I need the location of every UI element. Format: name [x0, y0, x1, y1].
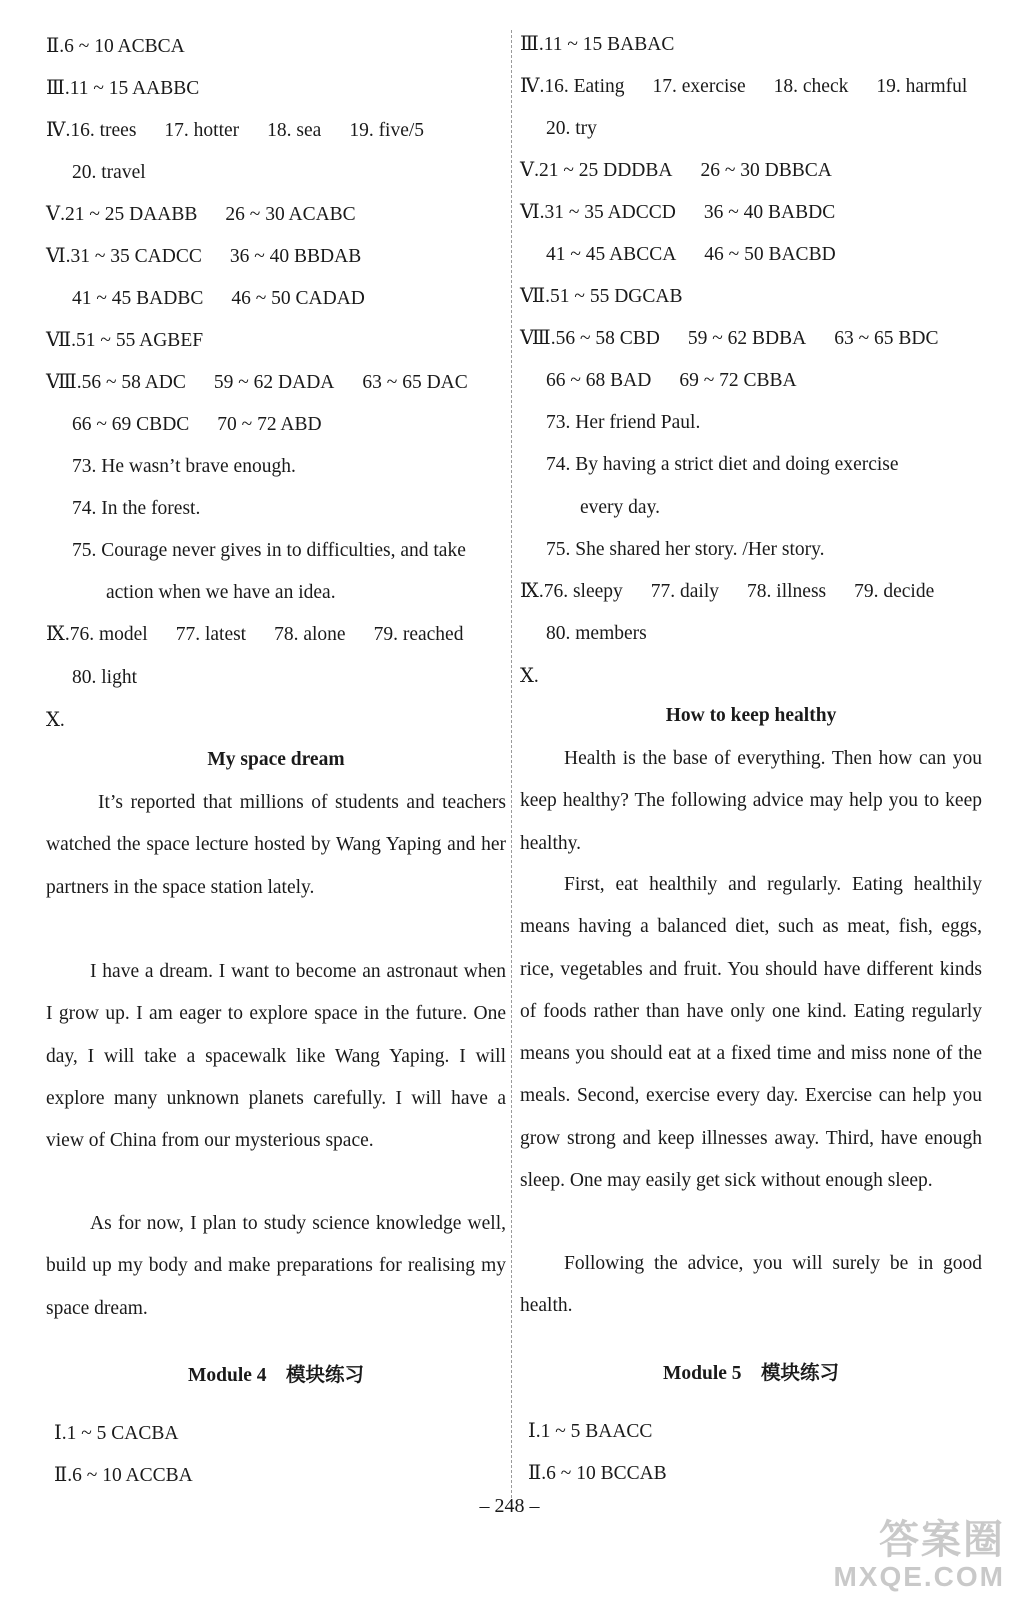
- watermark-site: MXQE.COM: [833, 1561, 1005, 1592]
- answer-line: 73. He wasn’t brave enough.: [72, 456, 296, 477]
- answer-line: 66 ~ 69 CBDC 70 ~ 72 ABD: [72, 414, 322, 435]
- answer-line: action when we have an idea.: [106, 582, 336, 603]
- answer-line: Ⅱ.6 ~ 10 ACBCA: [46, 36, 185, 57]
- answer-line: Ⅱ.6 ~ 10 ACCBA: [54, 1465, 193, 1486]
- answer-line: Ⅴ.21 ~ 25 DAABB 26 ~ 30 ACABC: [46, 204, 356, 225]
- answer-line: Ⅰ.1 ~ 5 BAACC: [528, 1421, 653, 1442]
- answer-line: Ⅲ.11 ~ 15 BABAC: [520, 34, 675, 55]
- answer-line: 74. In the forest.: [72, 498, 201, 519]
- answer-line: Ⅶ.51 ~ 55 AGBEF: [46, 330, 204, 351]
- answer-line: 41 ~ 45 ABCCA 46 ~ 50 BACBD: [546, 244, 836, 265]
- essay-paragraph: First, eat healthily and regularly. Eating healthily means having a balanced diet, such as meat, fish, eggs, rice, vegetables and fruit. You should have different kinds of foods rather than have only one kind. Eating regularly means you should eat at a fixed time and miss none of the meals. Second, exercise every day. Exercise can help you grow strong and keep illnesses away. Third, have enough sleep. One may easily get sick without enough sleep.: [520, 874, 982, 1192]
- essay-paragraph: As for now, I plan to study science knowledge well, build up my body and make preparations for realising my space dream.: [46, 1213, 506, 1319]
- answer-line: Ⅰ.1 ~ 5 CACBA: [54, 1423, 179, 1444]
- watermark-logo: 答案圈: [879, 1518, 1005, 1562]
- answer-line: 20. try: [546, 118, 597, 139]
- essay-title: My space dream: [207, 749, 345, 770]
- essay-paragraph: I have a dream. I want to become an astronaut when I grow up. I am eager to explore space in the future. One day, I will take a spacewalk like Wang Yaping. I will explore many unknown planets carefully. I will have a view of China from our mysterious space.: [46, 961, 506, 1152]
- answer-line: Ⅳ.16. Eating 17. exercise 18. check 19. harmful: [520, 76, 968, 97]
- answer-line: 73. Her friend Paul.: [546, 412, 701, 433]
- answer-line: Ⅵ.31 ~ 35 CADCC 36 ~ 40 BBDAB: [46, 246, 362, 267]
- answer-line: Ⅸ.76. model 77. latest 78. alone 79. reached: [46, 624, 464, 645]
- answer-line: 41 ~ 45 BADBC 46 ~ 50 CADAD: [72, 288, 365, 309]
- essay-paragraph: Following the advice, you will surely be in good health.: [520, 1253, 982, 1317]
- answer-line: Ⅹ.: [520, 666, 539, 687]
- watermark: [833, 1518, 1005, 1592]
- column-divider: [511, 30, 512, 1498]
- module-title: Module 5 模块练习: [662, 1363, 840, 1384]
- essay-paragraph: It’s reported that millions of students and teachers watched the space lecture hosted by Wang Yaping and her partners in the space station lately.: [46, 792, 506, 898]
- answer-line: 80. light: [72, 667, 138, 688]
- answer-line: Ⅳ.16. trees 17. hotter 18. sea 19. five/5: [46, 120, 425, 141]
- answer-line: 80. members: [546, 623, 647, 644]
- answer-line: Ⅹ.: [46, 710, 65, 731]
- answer-line: every day.: [580, 497, 660, 518]
- answer-line: 20. travel: [72, 162, 146, 183]
- answer-line: Ⅲ.11 ~ 15 AABBC: [46, 78, 200, 99]
- essay-title: How to keep healthy: [665, 705, 837, 726]
- module-title: Module 4 模块练习: [187, 1365, 365, 1386]
- answer-line: 75. She shared her story. /Her story.: [546, 539, 825, 560]
- answer-line: Ⅸ.76. sleepy 77. daily 78. illness 79. decide: [520, 581, 935, 602]
- answer-line: 66 ~ 68 BAD 69 ~ 72 CBBA: [546, 370, 797, 391]
- answer-line: Ⅷ.56 ~ 58 CBD 59 ~ 62 BDBA 63 ~ 65 BDC: [520, 328, 939, 349]
- essay-paragraph: Health is the base of everything. Then how can you keep healthy? The following advice may help you to keep healthy.: [520, 748, 982, 854]
- answer-line: Ⅶ.51 ~ 55 DGCAB: [520, 286, 683, 307]
- answer-line: 75. Courage never gives in to difficulties, and take: [72, 540, 466, 561]
- answer-line: Ⅱ.6 ~ 10 BCCAB: [528, 1463, 667, 1484]
- answer-line: 74. By having a strict diet and doing exercise: [546, 454, 899, 475]
- answer-line: Ⅷ.56 ~ 58 ADC 59 ~ 62 DADA 63 ~ 65 DAC: [46, 372, 468, 393]
- page-number: – 248 –: [479, 1495, 540, 1517]
- answer-line: Ⅵ.31 ~ 35 ADCCD 36 ~ 40 BABDC: [520, 202, 836, 223]
- answer-line: Ⅴ.21 ~ 25 DDDBA 26 ~ 30 DBBCA: [520, 160, 832, 181]
